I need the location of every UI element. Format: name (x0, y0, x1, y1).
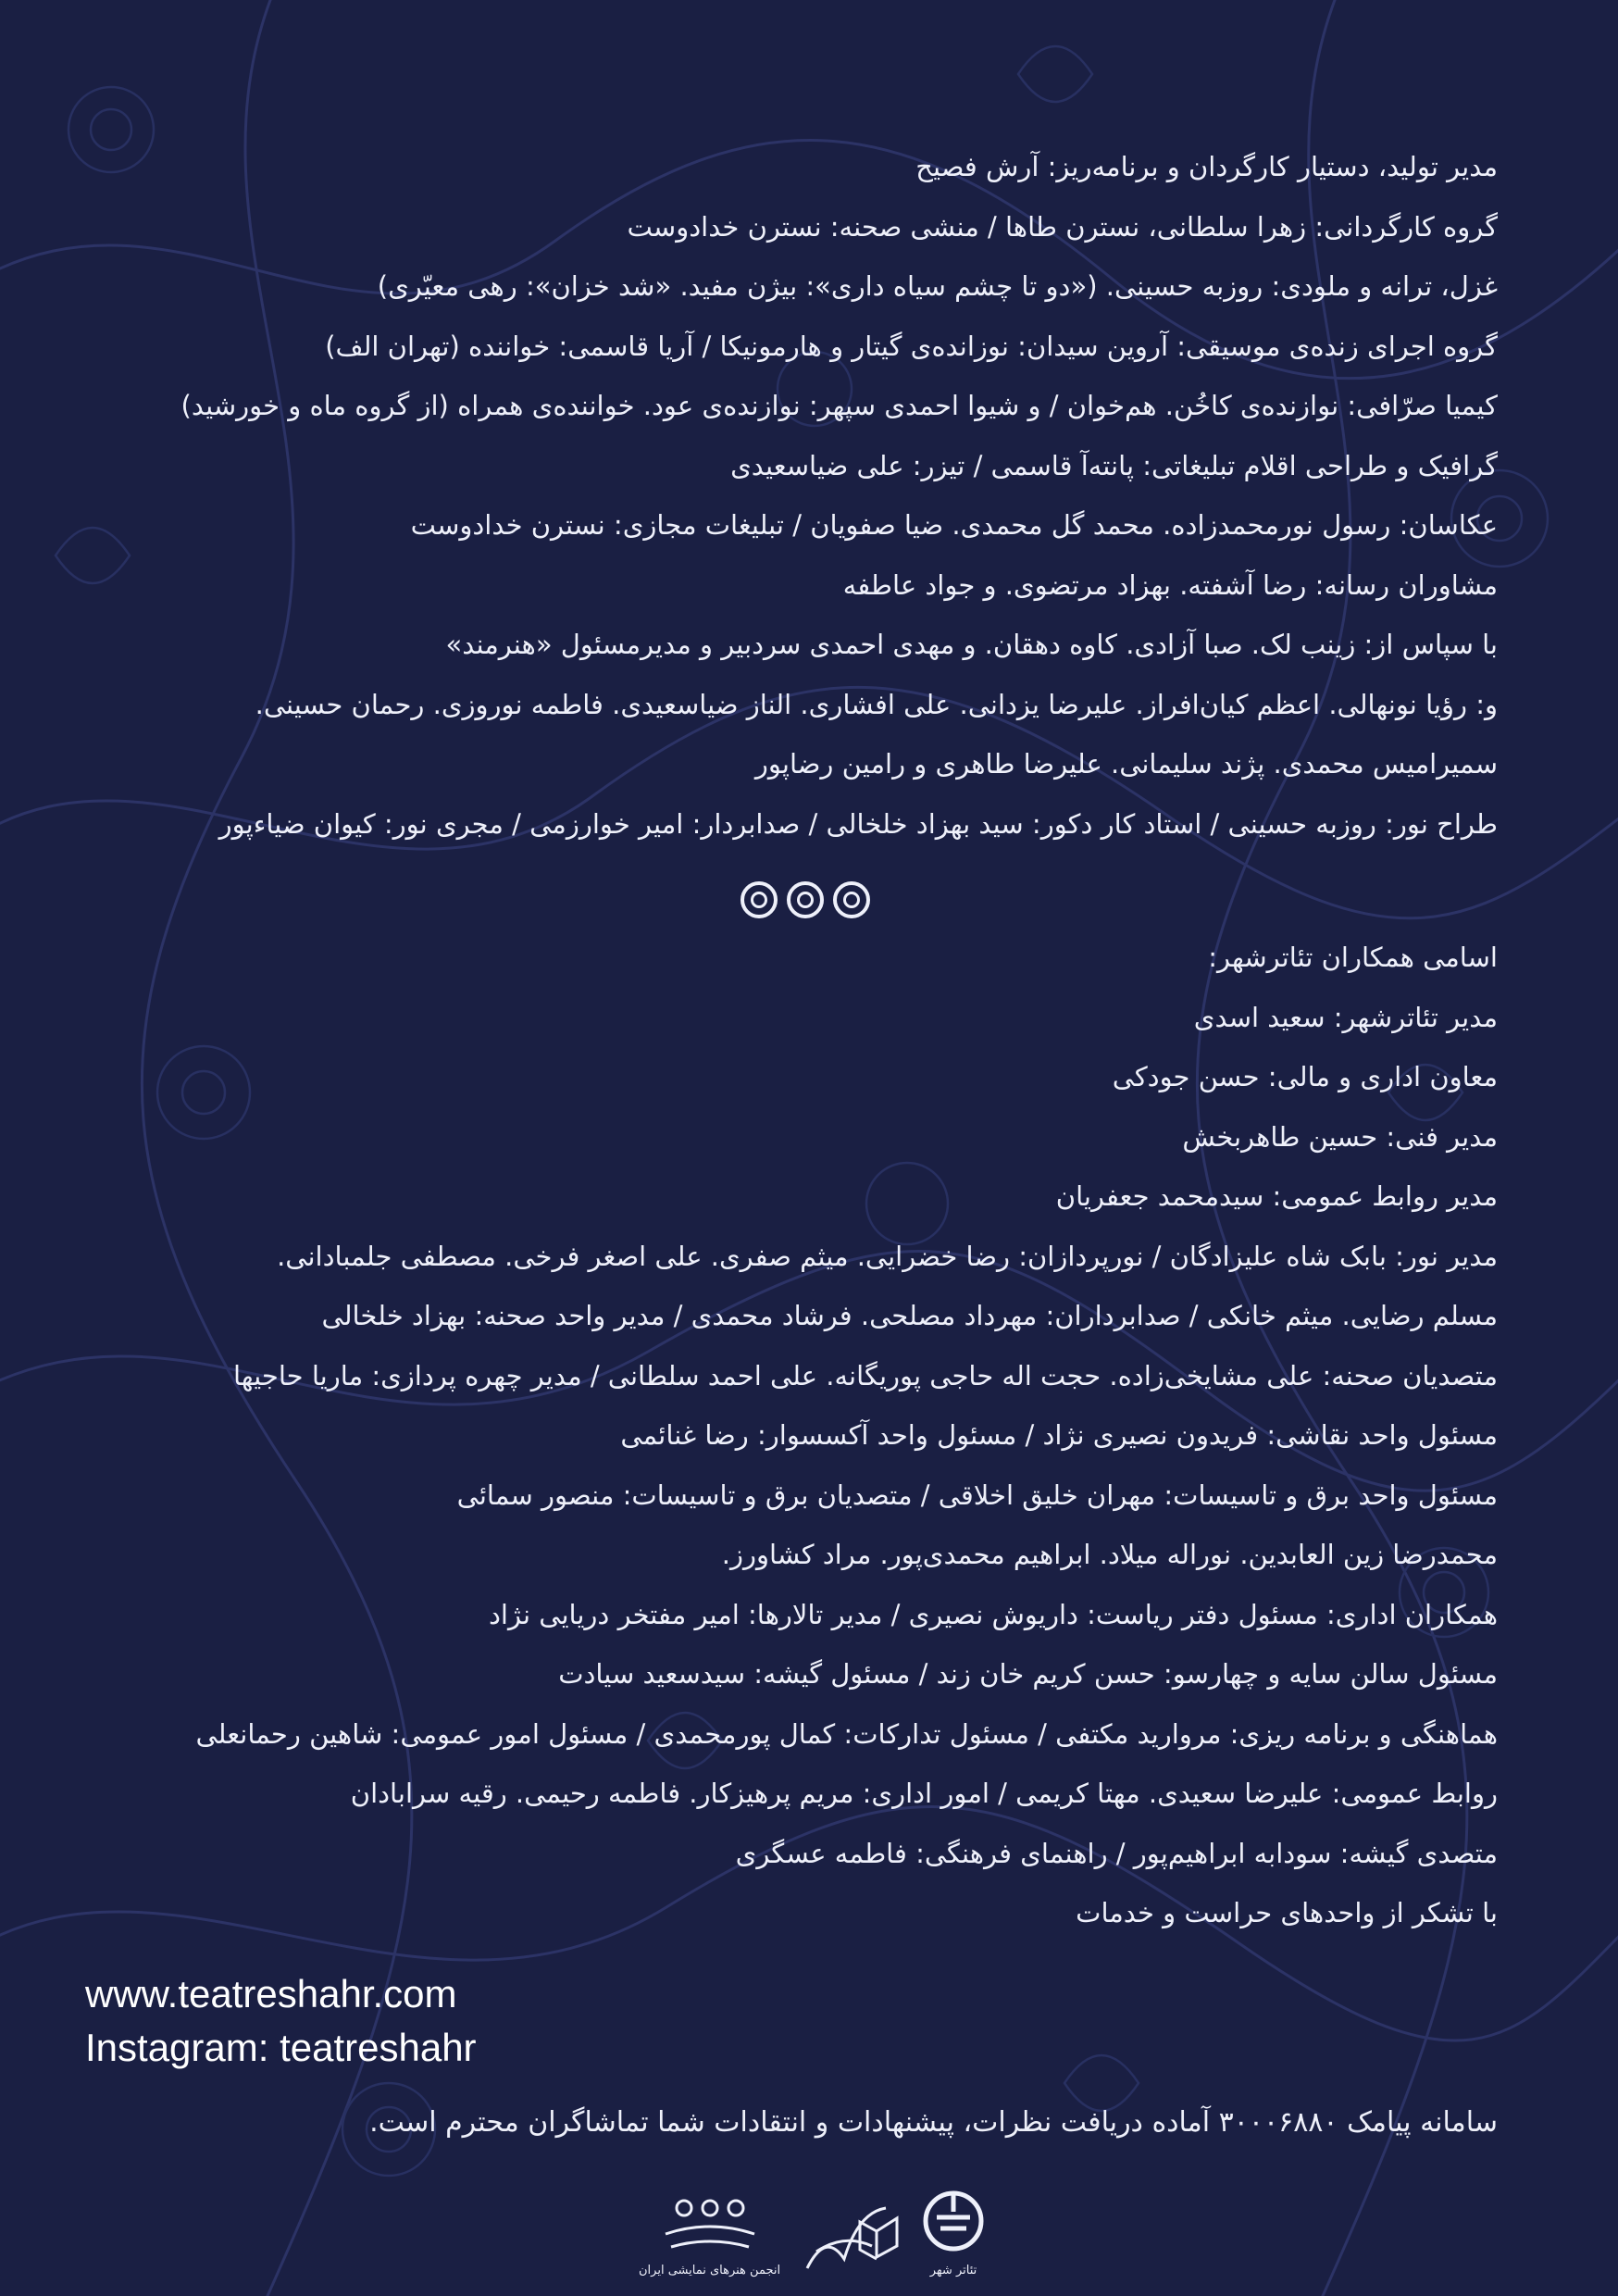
association-caption: انجمن هنرهای نمایشی ایران (639, 2264, 781, 2277)
staff-line: متصدی گیشه: سودابه ابراهیم‌پور / راهنمای فرهنگی: فاطمه عسگری (735, 1837, 1498, 1869)
ring-ornament-icon (787, 881, 824, 918)
ornament-separator (741, 881, 879, 930)
staff-line: مدیر روابط عمومی: سیدمحمد جعفریان (1055, 1180, 1498, 1212)
credit-line: مشاوران رسانه: رضا آشفته. بهزاد مرتضوی. و جواد عاطفه (842, 568, 1498, 601)
credit-line: گروه کارگردانی: زهرا سلطانی، نسترن طاها / منشی صحنه: نسترن خدادوست (627, 210, 1498, 243)
credit-line: با سپاس از: زینب لک. صبا آزادی. کاوه دهقان. و مهدی احمدی سردبیر و مدیرمسئول «هنرمند» (445, 629, 1498, 660)
production-credits (54, 137, 1498, 1943)
performing-arts-association-logo (639, 2193, 780, 2277)
staff-line: هماهنگی و برنامه ریزی: مروارید مکتفی / مسئول تدارکات: کمال پورمحمدی / مسئول امور عمومی: شاهین رحمانعلی (195, 1717, 1498, 1750)
calligraphy-book-emblem-icon (789, 2194, 909, 2277)
staff-line: مدیر فنی: حسین طاهربخش (1182, 1120, 1498, 1153)
staff-line: مدیر نور: بابک شاه علیزادگان / نورپردازان: رضا خضرایی. میثم صفری. علی اصغر فرخی. مصطفی جلمبادانی. (277, 1240, 1498, 1272)
staff-line: معاون اداری و مالی: حسن جودکی (1112, 1061, 1498, 1092)
ring-ornament-icon (833, 881, 870, 918)
website-link[interactable]: www.teatreshahr.com (85, 1972, 457, 2015)
staff-line: همکاران اداری: مسئول دفتر ریاست: داریوش نصیری / مدیر تالارها: امیر مفتخر دریایی نژاد (489, 1598, 1498, 1630)
contact-links (85, 1967, 477, 2075)
credit-line: سمیرامیس محمدی. پژند سلیمانی. علیرضا طاهری و رامین رضاپور (754, 748, 1498, 780)
credit-line: گروه اجرای زنده‌ی موسیقی: آروین سیدان: نوزانده‌ی گیتار و هارمونیکا / آریا قاسمی: خواننده (تهران الف) (325, 330, 1498, 362)
credit-line: غزل، ترانه و ملودی: روزبه حسینی. («دو تا چشم سیاه داری»: بیژن مفید. «شد خزان»: رهی معیّری) (377, 270, 1498, 302)
staff-line: مسئول واحد نقاشی: فریدون نصیری نژاد / مسئول واحد آکسسوار: رضا غنائمی (620, 1419, 1498, 1451)
credit-line: طراح نور: روزبه حسینی / استاد کار دکور: سید بهزاد خلخالی / صدابردار: امیر خوارزمی / مجری نور: کیوان ضیاءپور (218, 807, 1498, 840)
staff-line: روابط عمومی: علیرضا سعیدی. مهتا کریمی / امور اداری: مریم پرهیزکار. فاطمه رحیمی. رقیه سرابادان (350, 1778, 1498, 1809)
staff-line: متصدیان صحنه: علی مشایخی‌زاده. حجت اله حاجی پوریگانه. علی احمد سلطانی / مدیر چهره پردازی: ماریا حاجیها (232, 1359, 1498, 1391)
teatreshahr-emblem-icon (916, 2186, 990, 2260)
staff-line: مسئول واحد برق و تاسیسات: مهران خلیق اخلاقی / متصدیان برق و تاسیسات: منصور سمائی (456, 1479, 1498, 1511)
association-emblem-icon (654, 2193, 765, 2260)
staff-line: محمدرضا زین العابدین. نوراله میلاد. ابراهیم محمدی‌پور. مراد کشاورز. (721, 1539, 1498, 1570)
staff-line: با تشکر از واحدهای حراست و خدمات (1076, 1897, 1498, 1928)
teatreshahr-caption: تئاتر شهر (929, 2264, 977, 2277)
staff-line: مدیر تئاترشهر: سعید اسدی (1193, 1001, 1498, 1033)
credit-line: و: رؤیا نونهالی. اعظم کیان‌افراز. علیرضا یزدانی. علی افشاری. الناز ضیاسعیدی. فاطمه نوروزی. رحمان حسینی. (255, 688, 1498, 720)
staff-line: مسئول سالن سایه و چهارسو: حسن کریم خان زند / مسئول گیشه: سیدسعید سیادت (558, 1658, 1498, 1690)
dramatic-arts-center-logo (789, 2194, 909, 2277)
credit-line: کیمیا صرّافی: نوازنده‌ی کاخُن. هم‌خوان / و شیوا احمدی سپهر: نوازنده‌ی عود. خواننده‌ی همراه (از گروه ماه و خورشید) (180, 390, 1498, 421)
ring-ornament-icon (741, 881, 778, 918)
logo-row (639, 2180, 990, 2277)
credit-line: عکاسان: رسول نورمحمدزاده. محمد گل محمدی. ضیا صفویان / تبلیغات مجازی: نسترن خدادوست (410, 509, 1498, 541)
credit-line: مدیر تولید، دستیار کارگردان و برنامه‌ریز: آرش فصیح (915, 151, 1498, 182)
staff-heading: اسامی همکاران تئاترشهر: (1208, 942, 1498, 973)
credit-line: گرافیک و طراحی اقلام تبلیغاتی: پانته‌آ قاسمی / تیزر: علی ضیاسعیدی (730, 449, 1498, 481)
teatreshahr-logo (916, 2186, 990, 2277)
instagram-handle[interactable]: Instagram: teatreshahr (85, 2026, 477, 2069)
staff-line: مسلم رضایی. میثم خانکی / صدابرداران: مهرداد مصلحی. فرشاد محمدی / مدیر واحد صحنه: بهزاد خلخالی (321, 1300, 1498, 1331)
sms-note: سامانه پیامک ۳۰۰۰۶۸۸۰ آماده دریافت نظرات، پیشنهادات و انتقادات شما تماشاگران محترم است. (369, 2106, 1498, 2139)
